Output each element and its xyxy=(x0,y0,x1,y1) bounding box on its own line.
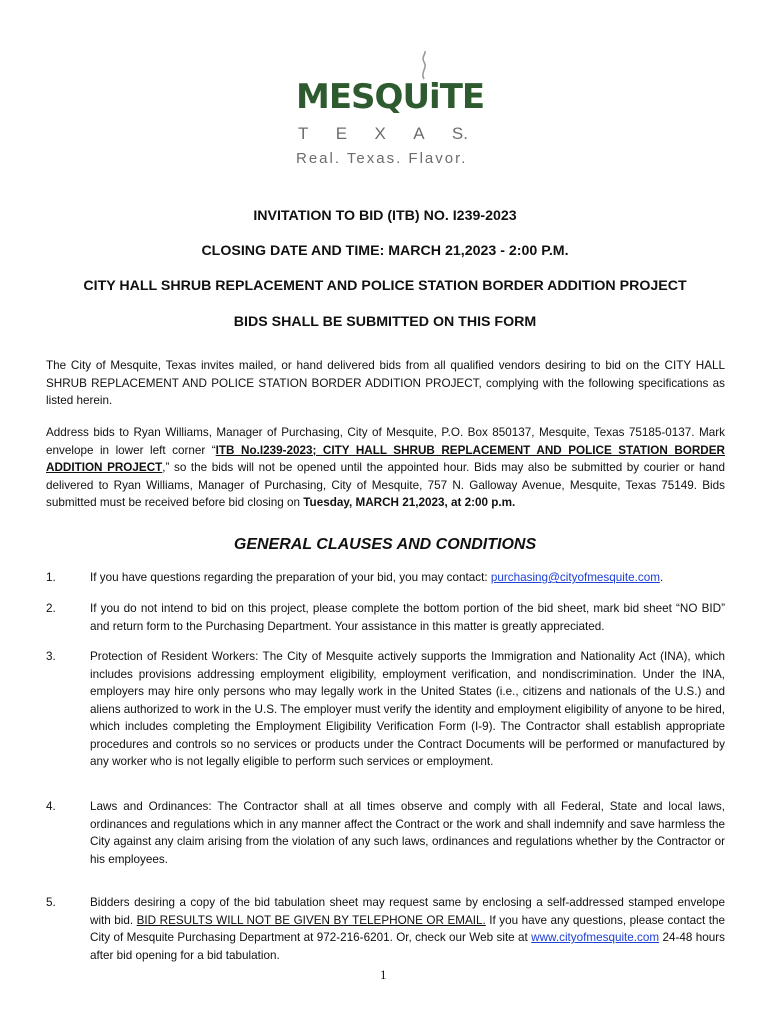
clause-text xyxy=(90,894,725,964)
deadline-text: Tuesday, MARCH 21,2023, at 2:00 p.m. xyxy=(303,496,516,509)
purchasing-email-link[interactable]: purchasing@cityofmesquite.com xyxy=(490,571,660,584)
itb-number-heading: INVITATION TO BID (ITB) NO. I239-2023 xyxy=(253,208,517,224)
clause-number: 4. xyxy=(46,800,56,813)
logo-state-letter: X xyxy=(374,124,386,143)
logo-state-letter: T xyxy=(298,124,309,143)
clause-number: 3. xyxy=(46,650,56,663)
envelope-marking: ITB No.I239-2023; CITY HALL SHRUB REPLACEMENT AND POLICE STATION BORDER ADDITION PROJECT xyxy=(46,443,725,474)
address-text: Address bids to Ryan Williams, Manager of Purchasing, City of Mesquite, P.O. Box 850137, Mesquite, Texas 75185-0137. Mark envelope in lower left corner “ xyxy=(46,426,725,457)
clause-text: If you do not intend to bid on this project, please complete the bottom portion of the bid sheet, mark bid sheet “NO BID” and return form to the Purchasing Department. Your assistance in this matter is greatly appreciated. xyxy=(90,602,725,633)
clause-text-body: If you have questions regarding the preparation of your bid, you may contact: xyxy=(90,571,491,584)
results-notice: BID RESULTS WILL NOT BE GIVEN BY TELEPHONE OR EMAIL. xyxy=(136,913,486,927)
clause-text-end: . xyxy=(659,571,664,584)
address-paragraph xyxy=(46,424,725,512)
clause-text xyxy=(90,569,725,587)
submission-form-heading: BIDS SHALL BE SUBMITTED ON THIS FORM xyxy=(233,314,537,330)
logo-state-letter: S. xyxy=(451,124,468,143)
intro-paragraph: The City of Mesquite, Texas invites mailed, or hand delivered bids from all qualified vendors desiring to bid on the CITY HALL SHRUB REPLACEMENT AND POLICE STATION BORDER ADDITION PROJECT, complying with the following specifications as listed herein. xyxy=(46,359,725,407)
logo-wordmark: MESQUiTE xyxy=(296,77,485,117)
clause-text-body: If you have any questions, please contact the City of Mesquite Purchasing Department at 972-216-6201. Or, check our Web site at xyxy=(90,913,725,944)
clause-number: 1. xyxy=(46,571,56,584)
logo-state-letters xyxy=(298,124,468,144)
address-text-continued: ,” so the bids will not be opened until the appointed hour. Bids may also be submitted by courier or hand delivered to Ryan Williams, Manager of Purchasing, City of Mesquite, 757 N. Galloway Avenue, Mesquite, Texas 75149. Bids submitted must be received before bid closing on xyxy=(46,461,725,509)
project-title-heading: CITY HALL SHRUB REPLACEMENT AND POLICE STATION BORDER ADDITION PROJECT xyxy=(83,278,687,294)
clause-text-end: 24-48 hours after bid opening for a bid tabulation. xyxy=(90,931,725,962)
clause-text: Protection of Resident Workers: The City of Mesquite actively supports the Immigration and Nationality Act (INA), which includes provisions addressing employment eligibility, employment verification, and nondiscrimination. Under the INA, employers may hire only persons who may legally work in the United States (i.e., citizens and nationals of the U.S.) and aliens authorized to work in the U.S. The employer must verify the identity and employment eligibility of anyone to be hired, which includes completing the Employment Eligibility Verification Form (I-9). The Contractor shall establish appropriate procedures and controls so no services or products under the Contract Documents will be performed or manufactured by any worker who is not legally eligible to perform such services or employment. xyxy=(90,650,725,768)
logo-tagline: Real. Texas. Flavor. xyxy=(296,150,468,167)
clause-number: 2. xyxy=(46,602,56,615)
clause-number: 5. xyxy=(46,896,56,909)
smoke-swirl-icon xyxy=(418,50,430,80)
general-clauses-heading: GENERAL CLAUSES AND CONDITIONS xyxy=(233,536,537,553)
page-number: 1 xyxy=(380,967,387,982)
closing-date-heading: CLOSING DATE AND TIME: MARCH 21,2023 - 2:00 P.M. xyxy=(201,243,569,259)
mesquite-logo xyxy=(288,50,483,175)
clause-text: Laws and Ordinances: The Contractor shall at all times observe and comply with all Federal, State and local laws, ordinances and regulations which in any manner affect the Contract or the work and shall indemnify and save harmless the City against any claim arising from the violation of any such laws, ordinances and regulations whether by the Contractor or his employees. xyxy=(90,800,725,866)
logo-state-letter: E xyxy=(335,124,348,143)
website-link[interactable]: www.cityofmesquite.com xyxy=(531,931,660,944)
clause-text-body: Bidders desiring a copy of the bid tabulation sheet may request same by enclosing a self-addressed stamped envelope with bid. xyxy=(90,896,725,927)
logo-state-letter: A xyxy=(413,124,425,143)
